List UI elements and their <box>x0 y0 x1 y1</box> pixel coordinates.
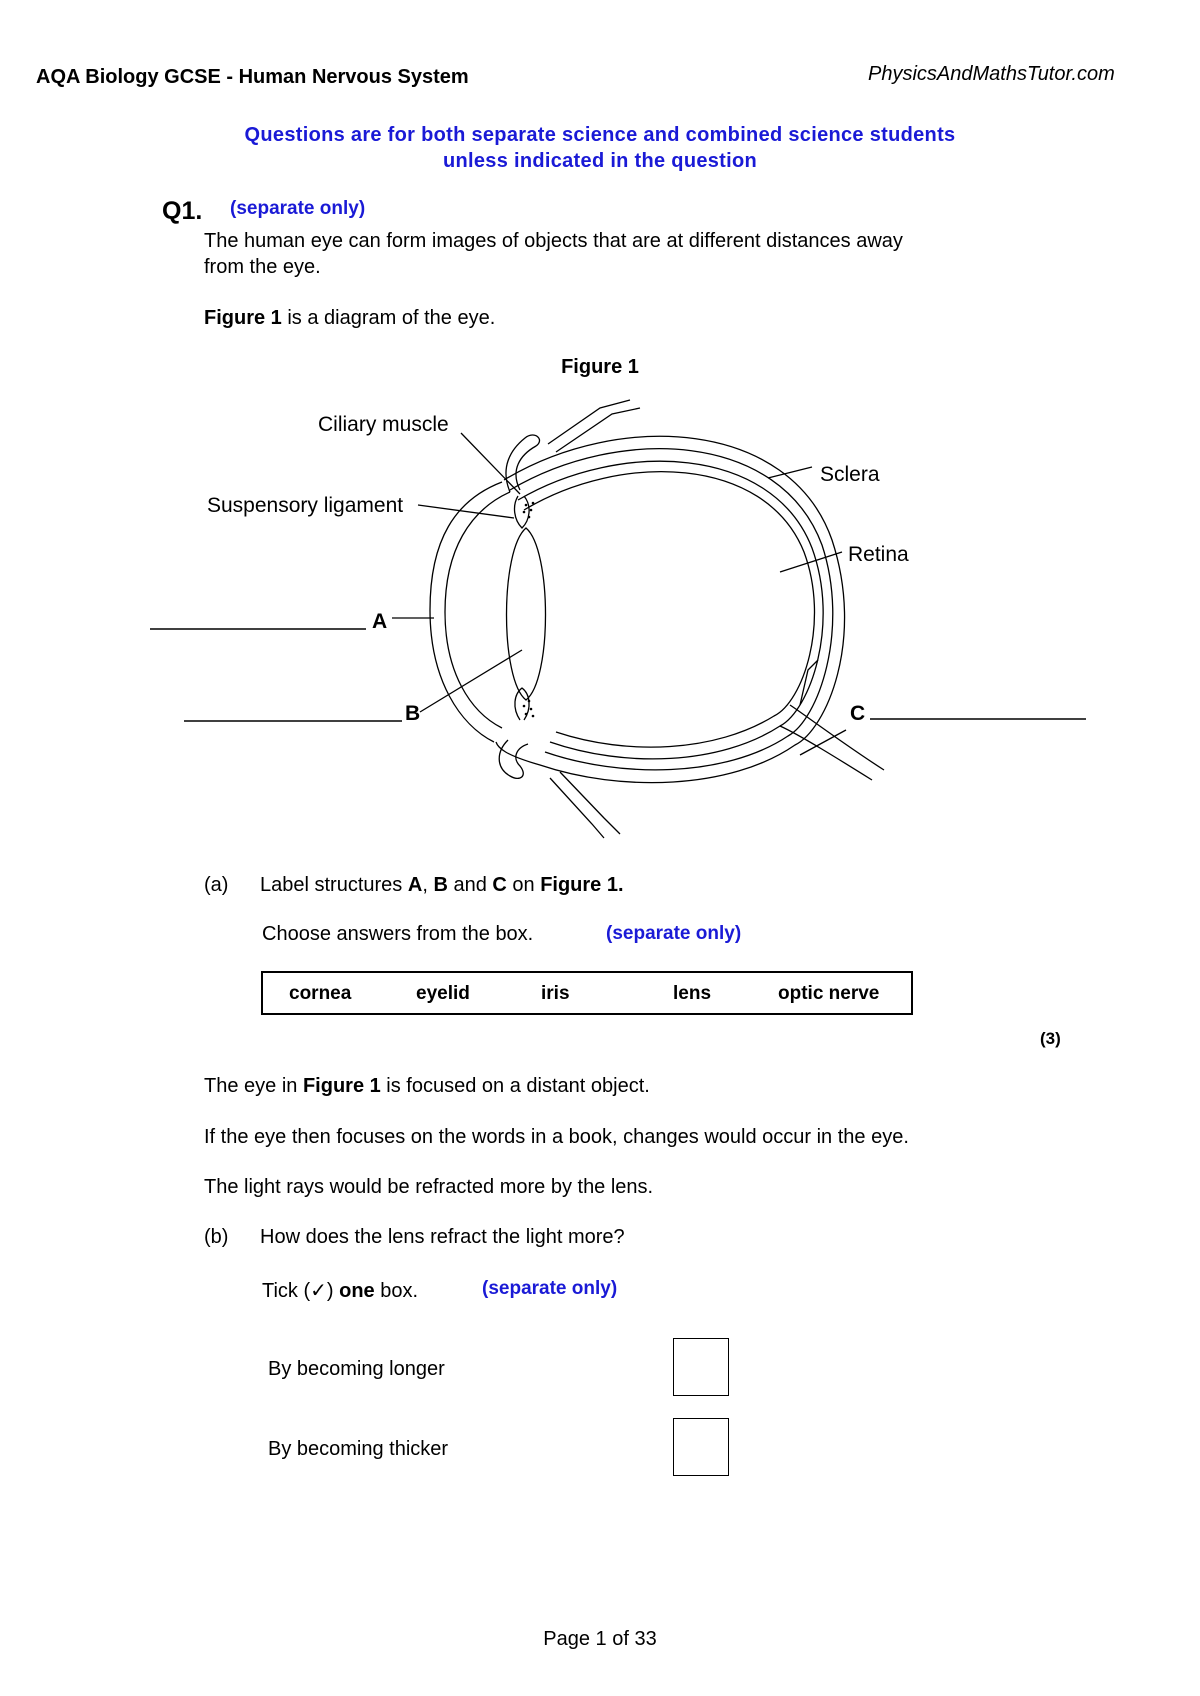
part-a-letter-c: C <box>492 874 507 896</box>
question-number: Q1. <box>162 197 203 225</box>
part-a-figure-ref: Figure 1 <box>540 874 618 896</box>
tick-box-longer[interactable] <box>673 1338 729 1396</box>
word-option: cornea <box>289 983 352 1004</box>
part-b-tag: (separate only) <box>482 1278 618 1299</box>
tick-one: one <box>339 1280 375 1302</box>
part-a-letter-a: A <box>407 874 423 896</box>
site-name: PhysicsAndMathsTutor.com <box>868 63 1115 85</box>
sclera-outline <box>496 436 845 782</box>
intro-line-1: Questions are for both separate science and combined science students <box>244 124 956 146</box>
lens-outline <box>507 528 546 700</box>
option-label-longer: By becoming longer <box>268 1358 445 1380</box>
sclera-inner-outline <box>510 449 833 770</box>
label-sclera: Sclera <box>820 463 880 486</box>
intro-line-2: unless indicated in the question <box>442 150 758 172</box>
tick-text-end: box. <box>374 1280 419 1302</box>
part-a-text: Label structures <box>260 874 408 896</box>
figure-reference-rest: is a diagram of the eye. <box>281 307 496 329</box>
figure-caption: Figure 1 <box>561 356 639 378</box>
part-a-comma: , <box>422 874 434 896</box>
label-retina: Retina <box>848 543 909 566</box>
word-option: lens <box>673 983 712 1004</box>
word-option: optic nerve <box>778 983 880 1004</box>
context-line-1 <box>204 1075 650 1098</box>
context-text: The eye in <box>204 1075 303 1097</box>
question-stem-line-1: The human eye can form images of objects that are at different distances away <box>204 230 903 252</box>
part-a-period: . <box>617 874 624 896</box>
context-text-end: is focused on a distant object. <box>380 1075 650 1097</box>
part-a-on: on <box>506 874 541 896</box>
part-a-question <box>260 874 624 897</box>
label-suspensory-ligament: Suspensory ligament <box>207 494 404 517</box>
part-a-label: (a) <box>204 874 229 896</box>
part-b-question: How does the lens refract the light more? <box>260 1226 625 1248</box>
eye-diagram <box>0 380 1200 850</box>
part-a-and: and <box>447 874 493 896</box>
question-tag: (separate only) <box>230 198 366 219</box>
word-option: eyelid <box>416 983 470 1004</box>
document-title: AQA Biology GCSE - Human Nervous System <box>36 66 469 88</box>
marks-a: (3) <box>1040 1029 1061 1048</box>
label-b: B <box>405 702 421 725</box>
label-ciliary-muscle: Ciliary muscle <box>318 413 449 436</box>
context-figure-ref: Figure 1 <box>302 1075 381 1097</box>
tick-box-thicker[interactable] <box>673 1418 729 1476</box>
label-c: C <box>850 702 866 725</box>
tick-mark-icon: ✓ <box>310 1280 327 1302</box>
tick-text-mid: ) <box>326 1280 340 1302</box>
option-label-thicker: By becoming thicker <box>268 1438 449 1460</box>
figure-reference-bold: Figure 1 <box>204 307 282 329</box>
figure-reference <box>204 307 495 330</box>
part-b-instruction <box>262 1278 418 1303</box>
part-a-instruction: Choose answers from the box. <box>262 923 534 945</box>
question-stem-line-2: from the eye. <box>204 256 321 278</box>
part-a-letter-b: B <box>433 874 448 896</box>
page-number: Page 1 of 33 <box>543 1628 657 1650</box>
part-a-tag: (separate only) <box>606 923 742 944</box>
context-line-2: If the eye then focuses on the words in a book, changes would occur in the eye. <box>204 1126 909 1148</box>
word-option: iris <box>541 983 570 1004</box>
cornea-outline <box>430 482 502 742</box>
label-a: A <box>372 610 388 633</box>
part-b-label: (b) <box>204 1226 229 1248</box>
context-line-3: The light rays would be refracted more by the lens. <box>204 1176 654 1198</box>
tick-text-start: Tick ( <box>262 1280 311 1302</box>
